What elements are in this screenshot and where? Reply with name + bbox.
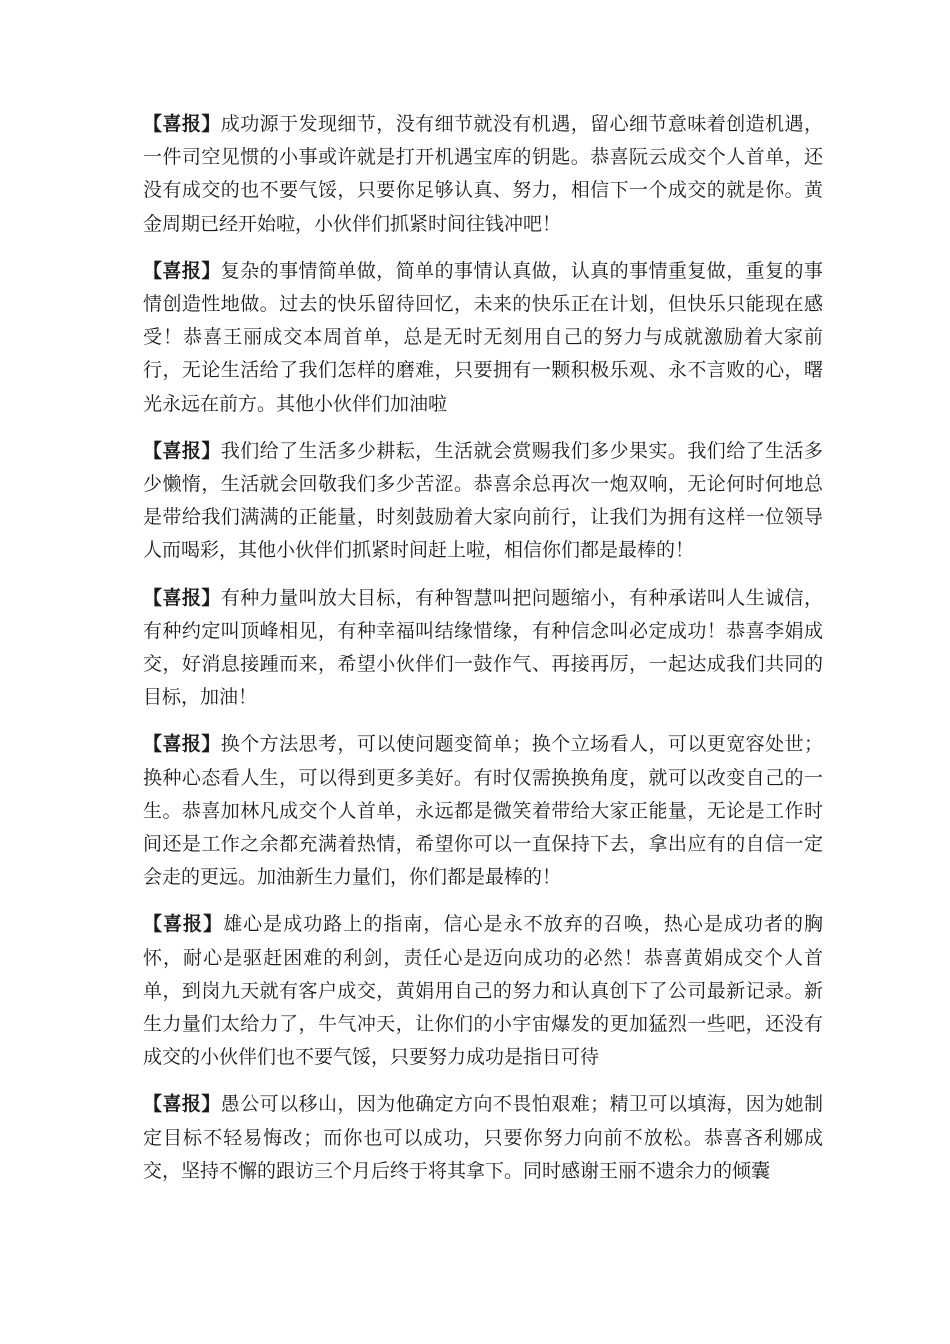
announcement-paragraph-4 <box>143 582 823 715</box>
announcement-body: 复杂的事情简单做，简单的事情认真做，认真的事情重复做，重复的事情创造性地做。过去的快乐留待回忆，未来的快乐正在计划，但快乐只能现在感受！恭喜王丽成交本周首单，总是无时无刻用自己的努力与成就激励着大家前行，无论生活给了我们怎样的磨难，只要拥有一颗积极乐观、永不言败的心，曙光永远在前方。其他小伙伴们加油啦 <box>143 259 823 415</box>
announcement-tag: 【喜报】 <box>143 733 221 756</box>
announcement-tag: 【喜报】 <box>143 1093 221 1116</box>
announcement-paragraph-5 <box>143 728 823 894</box>
announcement-paragraph-2 <box>143 255 823 421</box>
announcement-paragraph-6 <box>143 908 823 1074</box>
announcement-body: 成功源于发现细节，没有细节就没有机遇，留心细节意味着创造机遇，一件司空见惯的小事或许就是打开机遇宝库的钥匙。恭喜阮云成交个人首单，还没有成交的也不要气馁，只要你足够认真、努力，相信下一个成交的就是你。黄金周期已经开始啦，小伙伴们抓紧时间往钱冲吧！ <box>143 113 823 235</box>
announcement-body: 有种力量叫放大目标，有种智慧叫把问题缩小，有种承诺叫人生诚信，有种约定叫顶峰相见，有种幸福叫结缘惜缘，有种信念叫必定成功！恭喜李娟成交，好消息接踵而来，希望小伙伴们一鼓作气、再接再厉，一起达成我们共同的目标，加油！ <box>143 586 823 709</box>
announcement-tag: 【喜报】 <box>143 113 221 135</box>
document-page <box>143 108 823 1202</box>
announcement-paragraph-1 <box>143 108 823 241</box>
announcement-body: 愚公可以移山，因为他确定方向不畏怕艰难；精卫可以填海，因为她制定目标不轻易悔改；而你也可以成功，只要你努力向前不放松。恭喜吝利娜成交，坚持不懈的跟访三个月后终于将其拿下。同时感谢王丽不遗余力的倾囊 <box>143 1093 823 1182</box>
announcement-tag: 【喜报】 <box>143 259 221 282</box>
announcement-paragraph-3 <box>143 435 823 568</box>
announcement-body: 我们给了生活多少耕耘，生活就会赏赐我们多少果实。我们给了生活多少懒惰，生活就会回敬我们多少苦涩。恭喜余总再次一炮双响，无论何时何地总是带给我们满满的正能量，时刻鼓励着大家向前行，让我们为拥有这样一位领导人而喝彩，其他小伙伴们抓紧时间赶上啦，相信你们都是最棒的！ <box>143 439 823 562</box>
announcement-body: 换个方法思考，可以使问题变简单；换个立场看人，可以更宽容处世；换种心态看人生，可以得到更多美好。有时仅需换换角度，就可以改变自己的一生。恭喜加林凡成交个人首单，永远都是微笑着带给大家正能量，无论是工作时间还是工作之余都充满着热情，希望你可以一直保持下去，拿出应有的自信一定会走的更远。加油新生力量们，你们都是最棒的！ <box>143 733 823 889</box>
announcement-tag: 【喜报】 <box>143 586 221 609</box>
announcement-tag: 【喜报】 <box>143 439 221 462</box>
announcement-body: 雄心是成功路上的指南，信心是永不放弃的召唤，热心是成功者的胸怀，耐心是驱赶困难的利剑，责任心是迈向成功的必然！恭喜黄娟成交个人首单，到岗九天就有客户成交，黄娟用自己的努力和认真创下了公司最新记录。新生力量们太给力了，牛气冲天，让你们的小宇宙爆发的更加猛烈一些吧，还没有成交的小伙伴们也不要气馁，只要努力成功是指日可待 <box>143 913 823 1069</box>
announcement-paragraph-7 <box>143 1088 823 1188</box>
announcement-tag: 【喜报】 <box>143 913 224 936</box>
